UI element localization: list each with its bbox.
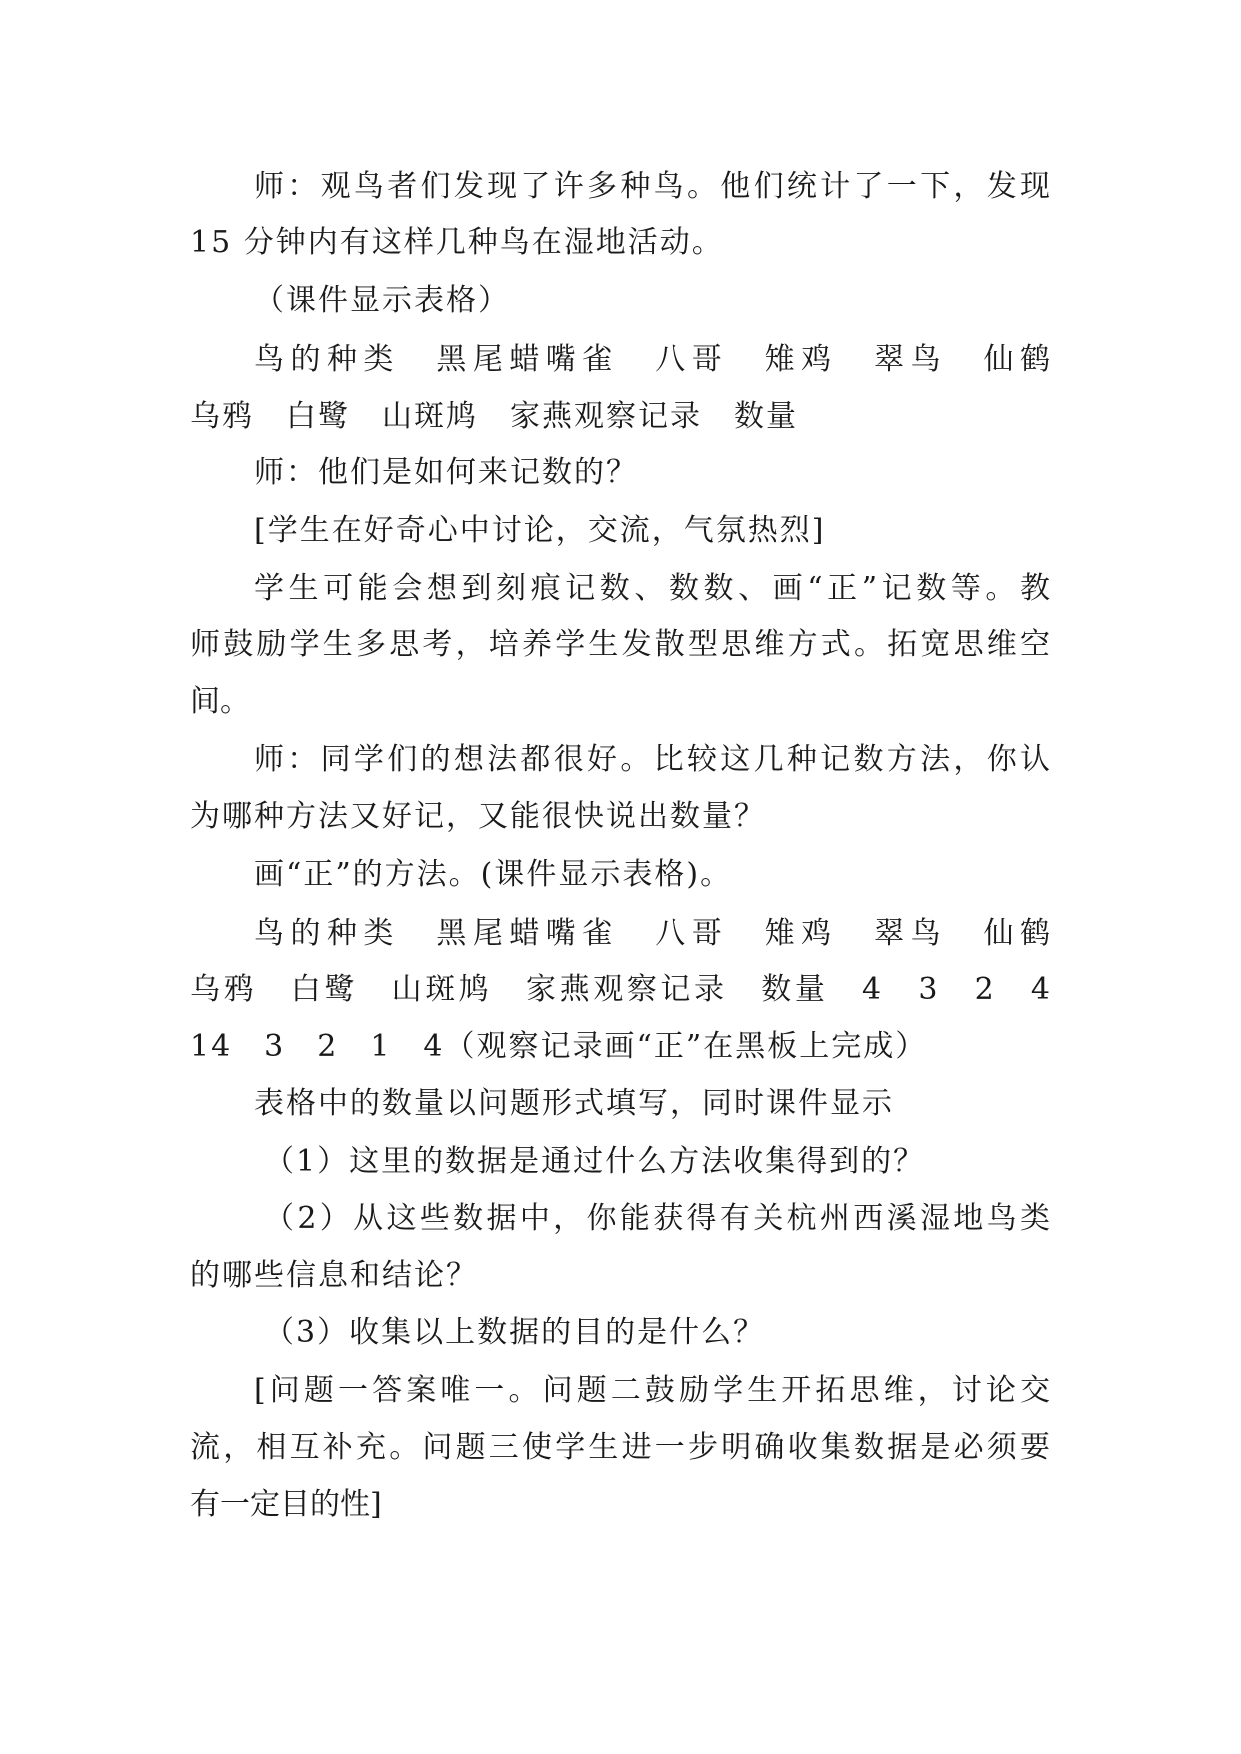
question-line: （2）从这些数据中，你能获得有关杭州西溪湿地鸟类 xyxy=(264,1201,1050,1236)
table-text-line: 鸟的种类 黑尾蜡嘴雀 八哥 雉鸡 翠鸟 仙鹤 xyxy=(254,916,1050,951)
paragraph-line: 学生可能会想到刻痕记数、数数、画“正”记数等。教 xyxy=(254,571,1050,606)
table-text-line: 鸟的种类 黑尾蜡嘴雀 八哥 雉鸡 翠鸟 仙鹤 xyxy=(254,342,1050,377)
paragraph-line: [问题一答案唯一。问题二鼓励学生开拓思维，讨论交 xyxy=(254,1373,1050,1408)
paragraph-line: 师：观鸟者们发现了许多种鸟。他们统计了一下，发现 xyxy=(254,169,1050,204)
paragraph-line: 师鼓励学生多思考，培养学生发散型思维方式。拓宽思维空 xyxy=(190,627,1050,662)
question-line: （3）收集以上数据的目的是什么？ xyxy=(264,1315,766,1350)
question-line: （1）这里的数据是通过什么方法收集得到的？ xyxy=(264,1144,926,1179)
paragraph-line: 画“正”的方法。(课件显示表格)。 xyxy=(254,857,733,892)
paragraph-line: 15 分钟内有这样几种鸟在湿地活动。 xyxy=(190,225,724,260)
paragraph-line: 表格中的数量以问题形式填写，同时课件显示 xyxy=(254,1086,894,1121)
paragraph-line: [学生在好奇心中讨论，交流，气氛热烈] xyxy=(254,513,826,548)
table-text-line: 乌鸦 白鹭 山斑鸠 家燕观察记录 数量 4 3 2 4 xyxy=(190,972,1050,1007)
paragraph-line: 流，相互补充。问题三使学生进一步明确收集数据是必须要 xyxy=(190,1430,1050,1465)
paragraph-line: 间。 xyxy=(190,684,250,719)
paragraph-line: 师：同学们的想法都很好。比较这几种记数方法，你认 xyxy=(254,742,1050,777)
question-line: 的哪些信息和结论？ xyxy=(190,1258,478,1293)
paragraph-line: 师：他们是如何来记数的？ xyxy=(254,455,638,490)
paragraph-line: 为哪种方法又好记，又能很快说出数量？ xyxy=(190,799,766,834)
table-text-line: 14 3 2 1 4（观察记录画“正”在黑板上完成） xyxy=(190,1029,928,1064)
paragraph-line: 有一定目的性] xyxy=(190,1487,382,1522)
paragraph-line: （课件显示表格） xyxy=(254,283,510,318)
table-text-line: 乌鸦 白鹭 山斑鸠 家燕观察记录 数量 xyxy=(190,399,798,434)
